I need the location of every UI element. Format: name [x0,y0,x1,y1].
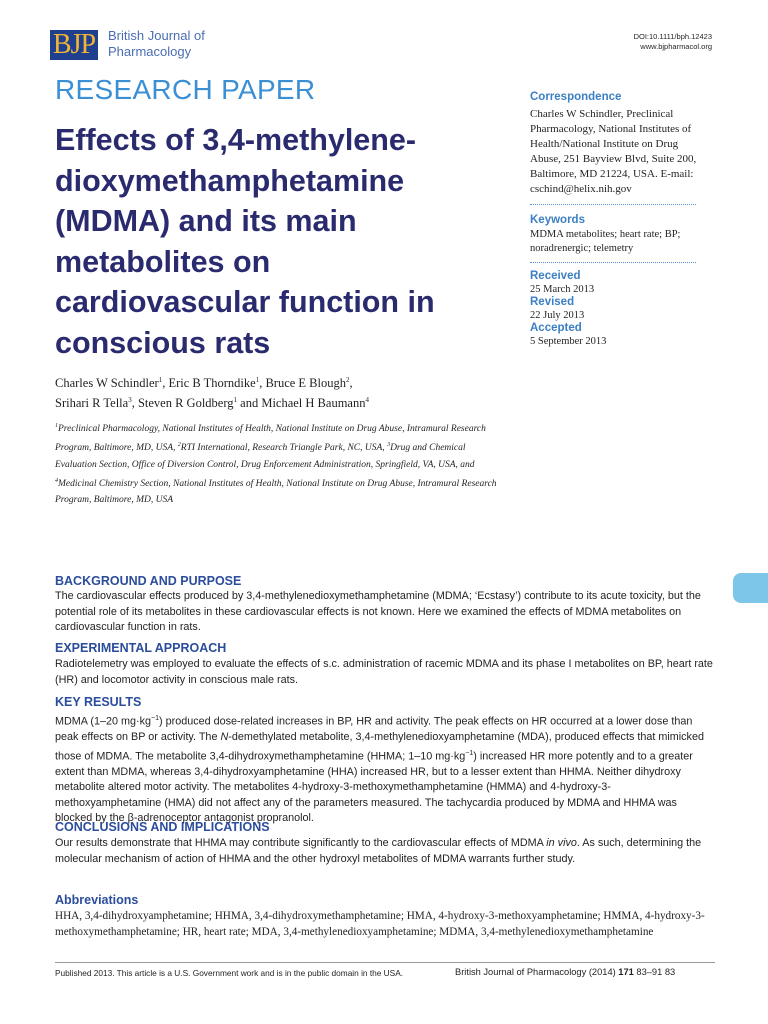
doi-block [634,32,712,52]
journal-name-line2: Pharmacology [108,44,192,59]
background-text: The cardiovascular effects produced by 3,4-methylenedioxymethamphetamine (MDMA; ‘Ecstasy’) contribute to its acute toxicity, but the potential role of its metabolites in these cardiovascular effects is not known. Here we examined the effects of MDMA metabolites on cardiovascular function in rats. [55,590,701,633]
conclusions-heading: CONCLUSIONS AND IMPLICATIONS [55,820,270,834]
accepted-date: 5 September 2013 [530,336,607,347]
author-name: Srihari R Tella [55,396,129,411]
affiliation-marker: 4 [365,396,369,405]
results-part: -demethylated metabolite, 3,4-methylenedioxyamphetamine (MDA), produced effects that mimicked those of MDMA. The metabolite 3,4-dihydroxymethamphetamine (HHMA; 1–10 mg·kg [55,731,704,763]
author-name: and Michael H Baumann [237,396,366,411]
background-heading: BACKGROUND AND PURPOSE [55,574,242,588]
correspondence-text: Charles W Schindler, Preclinical Pharmacology, National Institutes of Health/National Institute on Drug Abuse, 251 Bayview Blvd, Suite 200, Baltimore, MD 21224, USA. E-mail: cschind@helix.nih.gov [530,108,697,195]
affiliation-marker: 4 [55,477,58,484]
affiliation-marker: 2 [177,442,181,449]
sidebar-divider [530,204,696,205]
conclusions-text [55,836,715,867]
journal-logo: BJP [52,29,96,60]
accepted-heading: Accepted [530,322,582,334]
results-text [55,711,715,827]
received-date: 25 March 2013 [530,284,595,295]
journal-url: www.bjpharmacol.org [640,42,712,51]
conclusions-part: Our results demonstrate that HHMA may contribute significantly to the cardiovascular effects of MDMA [55,837,547,849]
affiliation-text: RTI International, Research Triangle Park, NC, USA, [180,443,388,454]
experimental-heading: EXPERIMENTAL APPROACH [55,641,227,655]
keywords-text: MDMA metabolites; heart rate; BP; noradrenergic; telemetry [530,229,681,254]
footer-copyright: Published 2013. This article is a U.S. Government work and is in the public domain in the USA. [55,968,404,978]
footer-volume: 171 [618,967,634,977]
footer-rule [55,962,715,963]
side-tab [733,573,768,603]
footer-journal: British Journal of Pharmacology (2014) [455,967,619,977]
results-part: ) increased HR more potently and to a greater extent than MDMA, whereas 3,4-dihydroxyamphetamine (HHA) increased HR, but to a lesser extent than HHMA. Neither dihydroxy metabolite altered motor activity. The metabolites 4-hydroxy-3-methoxymethamphetamine (HMMA) and 4-hydroxy-3-methoxyamphetamine (HMA) did not affect any of the parameters measured. The tachycardia produced by MDMA and HHMA was blocked by the β-adrenoceptor antagonist propranolol. [55,750,693,825]
affiliation-marker: 2 [345,376,350,384]
superscript: −1 [151,715,159,722]
affiliations [55,418,500,508]
author-list [55,372,475,412]
footer-citation [455,967,675,977]
journal-name [108,28,228,60]
superscript: −1 [465,749,474,757]
affiliation-marker: 1 [255,376,260,384]
author-line [55,392,475,412]
correspondence-heading: Correspondence [530,91,622,103]
abbreviations-heading: Abbreviations [55,893,139,907]
keywords-block [530,213,700,255]
correspondence-block [530,90,700,197]
sidebar-divider [530,262,696,263]
dates-block [530,270,700,348]
conclusions-part: . As such, determining the molecular mechanism of action of HHMA and the other hydroxyl metabolites of MDMA warrants further study. [55,837,702,865]
received-heading: Received [530,270,581,282]
author-name: Charles W Schindler [55,376,159,391]
abbreviations-text: HHA, 3,4-dihydroxyamphetamine; HHMA, 3,4-dihydroxymethamphetamine; HMA, 4-hydroxy-3-methoxyamphetamine; HMMA, 4-hydroxy-3-methoxymethamphetamine; HR, heart rate; MDA, 3,4-methylenedioxyamphetamine; MDMA, 3,4-methylenedioxymethamphetamine [55,910,705,938]
affiliation-text: Drug and Chemical Evaluation Section, Office of Diversion Control, Drug Enforcement Administration, Springfield, VA, USA, and [55,443,475,470]
affiliation-text: Preclinical Pharmacology, National Institutes of Health, National Institute on Drug Abuse, Intramural Research Program, Baltimore, MD, USA, [55,424,486,454]
affiliation-text: Medicinal Chemistry Section, National Institutes of Health, National Institute on Drug Abuse, Intramural Research Program, Baltimore, MD, USA [55,479,497,506]
results-part: ) produced dose-related increases in BP, HR and activity. The peak effects on HR occurred at a lower dose than peak effects on BP or activity. The [55,715,693,744]
affiliation-marker: 3 [387,442,391,449]
experimental-text: Radiotelemetry was employed to evaluate the effects of s.c. administration of racemic MDMA and its phase I metabolites on BP, heart rate (HR) and locomotor activity in conscious male rats. [55,658,713,686]
revised-heading: Revised [530,296,575,308]
doi: DOI:10.1111/bph.12423 [633,32,712,41]
author-name: , Steven R Goldberg [131,396,234,411]
affiliation-marker: 1 [233,396,238,405]
results-heading: KEY RESULTS [55,695,142,709]
author-name: , Eric B Thorndike [162,376,256,391]
revised-date: 22 July 2013 [530,310,585,321]
keywords-heading: Keywords [530,214,585,226]
paper-title: Effects of 3,4-methylene-dioxymethamphetamine (MDMA) and its main metabolites on cardiovascular function in conscious rats [55,123,435,360]
results-part: MDMA (1–20 mg·kg [55,715,152,728]
author-line [55,372,475,392]
affiliation-marker: 3 [128,396,132,405]
author-separator: , [349,376,353,391]
italic-text: N [220,731,229,744]
affiliation-marker: 1 [158,376,163,384]
author-name: , Bruce E Blough [259,376,346,391]
italic-text: in vivo [546,837,577,849]
affiliation-marker: 1 [55,423,58,429]
section-label: RESEARCH PAPER [55,74,316,105]
journal-name-line1: British Journal of [108,28,205,43]
footer-pages: 83–91 83 [633,967,676,977]
